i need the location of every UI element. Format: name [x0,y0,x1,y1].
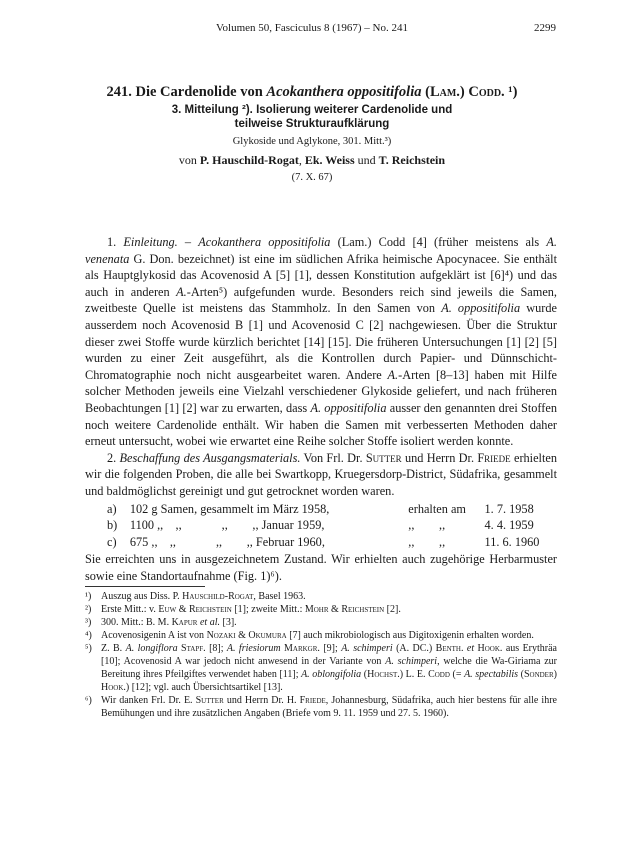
text-run: ( [518,669,524,681]
footnotes [85,590,557,720]
footnote-mark: ¹) [85,591,92,603]
person-name: Hauschild-Rogat [182,591,254,603]
species-name: A. schimperi [341,643,393,655]
text-run: und Herrn Dr. H. [223,695,300,707]
article-title [60,84,564,101]
sample-list [107,501,557,551]
species-name: A. oppositifolia [310,400,387,415]
text-run: (Lam.) Codd [4] (früher meistens als [330,235,547,249]
text-run: ( [361,669,368,681]
et-al: et al. [197,617,220,629]
person-name: Hook. [101,682,126,694]
footnote-2 [85,603,557,616]
person-name: Benth. [435,643,464,655]
person-name: Hook. [477,643,503,655]
received-date: (7. X. 67) [291,172,333,183]
running-head: Volumen 50, Fasciculus 8 (1967) – No. 241 [216,22,408,34]
text-run: [2]. [384,604,401,616]
sample-row [107,501,557,518]
person-name: Euw [158,604,177,616]
text-run: -Arten⁵) aufgefunden wurde. Besonders reich sind jeweils die Samen, zweitbeste Quelle ist meistens das Stammholz. In den Samen von [85,284,558,316]
paragraph-material [85,450,557,500]
article-subtitle [60,103,564,131]
footnote-divider [85,586,205,587]
author-2: Ek. Weiss [304,153,355,167]
text-run: [7] auch mikrobiologisch aus Digitoxigenin erhalten worden. [286,630,534,642]
et-word: et [463,643,478,655]
sample-date: 1. 7. 1958 [484,501,534,516]
species-name: A. friesiorum [226,643,281,655]
footnote-mark: ⁵) [85,643,92,655]
title-block [60,84,564,185]
author-separator: , [298,153,305,167]
person-name: Sonder [523,669,554,681]
sample-received: ,, ,, [408,518,446,533]
title-text: 241. Die Cardenolide von [106,84,267,100]
text-run: Von Frl. Dr. [300,450,366,465]
author-and: und [354,153,379,167]
text-run: [8]; [205,643,227,655]
person-name: Friede [477,450,511,465]
person-name: Nozaki [206,630,236,642]
text-run: Wir danken Frl. Dr. E. [101,695,196,707]
text-run: -Arten [8–13] haben mit Hilfe solcher Methoden jeweils eine Vielzahl verschiedener Glykoside geliefert, und nach früheren Beobachtungen [1] [2] war zu erwarten, dass [85,367,557,415]
person-name: Reichstein [341,604,385,616]
section-number: 1. [107,235,124,249]
section-number: 2. [107,450,120,465]
text-run: & [235,630,249,642]
text-run: [1]; zweite Mitt.: [231,604,305,616]
text-run: G. Don. bezeichnet) ist eine im südlichen Afrika heimische Apocynacee. Sie enthält als Hauptglykosid das Acovenosid A [5] [1], dessen Konstitution aufgeklärt ist [6]⁴) und das auch in anderen [85,251,557,299]
text-run: Erste Mitt.: v. [101,604,159,616]
footnote-mark: ³) [85,617,92,629]
author-1: P. Hauschild-Rogat [199,153,299,167]
title-authority: (Lam.) Codd. ¹) [421,84,518,100]
text-run: Auszug aus Diss. P. [101,591,183,603]
text-run: , Johannesburg, Südafrika, auch hier bestens für alle ihre Bemühungen und ihre zusätzlichen Angaben (Briefe vom 9. 11. 1959 und 27. 5. 1960). [101,695,557,720]
footnote-mark: ⁴) [85,630,92,642]
text-run: und Herrn Dr. [401,450,478,465]
species-name: Acokanthera oppositifolia [198,235,331,249]
species-name: A. schimperi [385,656,438,668]
paragraph-introduction [85,234,557,450]
text-run: , welche die Wa-Giriama zur Bereitung ihres Pfeilgiftes verwendet haben [11]; [101,656,558,681]
person-name: Sutter [195,695,224,707]
person-name: Stapf. [177,643,206,655]
person-name: Mohr [304,604,329,616]
footnote-text [101,603,557,616]
text-run: erhielten wir die folgenden Proben, die alle bei Swartkopp, Kruegersdorp-District, Südafrika, gesammelt und baldmöglichst gereinigt und gut getrocknet worden waren. [85,450,558,498]
footnote-text [101,629,557,642]
species-name: A. oblongifolia [301,669,362,681]
sample-date: 4. 4. 1959 [484,518,534,533]
page-number: 2299 [534,22,556,34]
subtitle-line-2: teilweise Strukturaufklärung [234,118,390,130]
person-name: Okumura [248,630,287,642]
paragraph-condition: Sie erreichten uns in ausgezeichnetem Zustand. Wir erhielten auch zugehörige Herbarmuster sowie eine Standortaufnahme (Fig. 1)⁶). [85,552,557,583]
subtitle-line-1: 3. Mitteilung ²). Isolierung weiterer Cardenolide und [171,104,453,116]
author-prefix: von [178,153,200,167]
section-heading: Einleitung. [123,235,178,249]
text-run: aus Erythräa [10]; Acovenosid A war jedoch nicht anwesend in der Variante von [101,643,557,668]
species-name: A. spectabilis [464,669,519,681]
sample-description: 675 ,, ,, ,, ,, Februar 1960, [129,534,325,549]
sample-row [107,534,557,551]
sample-description: 1100 ,, ,, ,, ,, Januar 1959, [129,518,325,533]
species-name: A. [387,367,399,382]
footnote-text [101,642,557,694]
body-text [85,234,557,720]
sample-row [107,517,557,534]
footnote-text [101,616,557,629]
text-run: – [177,235,199,249]
title-species: Acokanthera oppositifolia [266,84,422,100]
species-name: A. venenata [85,235,557,266]
sample-received: erhalten am [408,501,466,516]
text-run: 300. Mitt.: B. M. [101,617,172,629]
sample-date: 11. 6. 1960 [484,534,540,549]
footnote-6 [85,694,557,720]
footnote-text [101,694,557,720]
series-line: Glykoside und Aglykone, 301. Mitt.³) [232,136,392,147]
sample-received: ,, ,, [408,534,446,549]
text-run: ) L. E. [399,669,429,681]
text-run: & [328,604,342,616]
sample-label: b) [107,518,118,533]
footnote-mark: ²) [85,604,92,616]
footnote-4 [85,629,557,642]
person-name: Hochst. [367,669,400,681]
footnote-mark: ⁶) [85,695,92,707]
person-name: Codd [428,669,450,681]
sample-label: a) [107,501,117,516]
text-run: [3]. [219,617,237,629]
sample-label: c) [107,534,117,549]
person-name: Sutter [365,450,402,465]
text-run: Acovenosigenin A ist von [101,630,207,642]
text-run: [9]; [319,643,342,655]
sample-description: 102 g Samen, gesammelt im März 1958, [129,501,330,516]
author-3: T. Reichstein [378,153,446,167]
text-run: ) [12]; vgl. auch Übersichtsartikel [13]. [125,682,283,694]
footnote-3 [85,616,557,629]
text-run: & [176,604,189,616]
person-name: Reichstein [188,604,232,616]
text-run: ) [553,669,557,681]
species-name: A. longiflora [125,643,178,655]
text-run: , Basel 1963. [253,591,306,603]
footnote-5 [85,642,557,694]
section-heading: Beschaffung des Ausgangsmaterials. [119,450,301,465]
text-run: wurde ausserdem noch Acovenosid B [1] und Acovenosid C [2] nachgewiesen. Über die Struktur dieser zwei Stoffe wurde kürzlich berichtet [14] [15]. Die früheren Untersuchungen [1] [2] [5] wurden zu einer Zeit ausgeführt, als die Kontrollen durch Papier- und Dünnschicht-Chromatographie noch nicht ausgearbeitet waren. Andere [85,301,558,382]
species-name: A. [176,284,187,299]
author-line [60,153,564,168]
person-name: Friede [299,695,326,707]
text-run: (A. DC.) [392,643,436,655]
footnote-text [101,590,557,603]
text-run: Z. B. [101,643,126,655]
person-name: Kapur [171,617,198,629]
species-name: A. oppositifolia [441,301,521,316]
text-run: ausser den genannten drei Stoffen noch weitere Cardenolide enthält. Wir haben die Samen mit verbesserten Methoden daher erneut untersucht, wobei wie erwartet eine Reihe solcher Stoffe isoliert werden konnte. [85,400,557,449]
person-name: Markgr. [280,643,320,655]
text-run: (= [449,669,465,681]
footnote-1 [85,590,557,603]
